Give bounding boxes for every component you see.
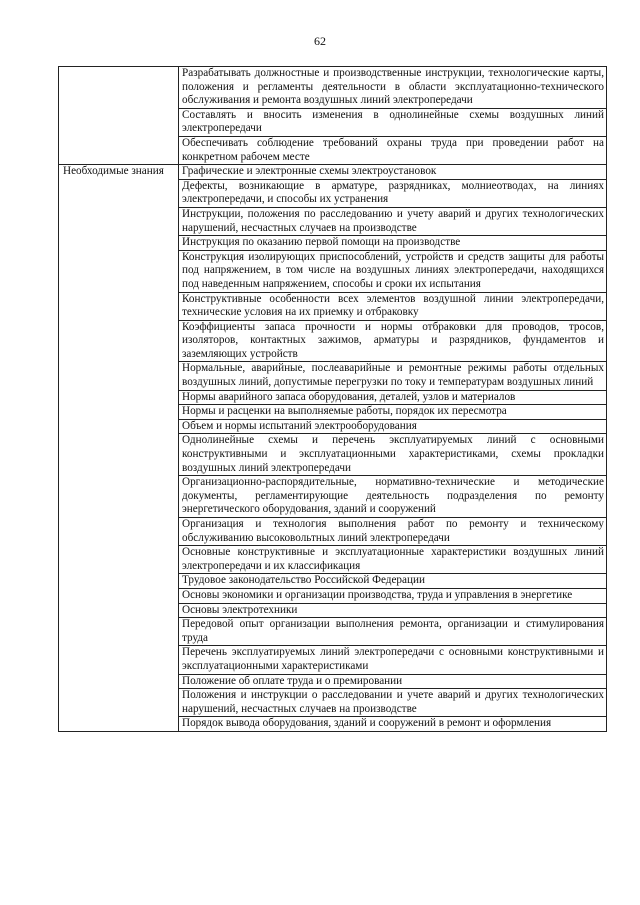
knowledge-text: Нормы аварийного запаса оборудования, деталей, узлов и материалов — [179, 390, 607, 405]
knowledge-text: Организация и технология выполнения работ по ремонту и техническому обслуживанию высоковольтных линий электропередачи — [179, 518, 607, 546]
knowledge-text: Конструкция изолирующих приспособлений, устройств и средств защиты для работы под напряжением, в том числе на воздушных линиях электропередачи, находящихся под наведенным напряжением, способы и сроки их испытания — [179, 250, 607, 292]
knowledge-text: Нормы и расценки на выполняемые работы, порядок их пересмотра — [179, 405, 607, 420]
ability-text: Обеспечивать соблюдение требований охраны труда при проведении работ на конкретном рабочем месте — [179, 136, 607, 164]
ability-text: Составлять и вносить изменения в однолинейные схемы воздушных линий электропередачи — [179, 108, 607, 136]
knowledge-text: Дефекты, возникающие в арматуре, разрядниках, молниеотводах, на линиях электропередачи, и способы их устранения — [179, 179, 607, 207]
knowledge-text: Инструкция по оказанию первой помощи на производстве — [179, 236, 607, 251]
knowledge-text: Основные конструктивные и эксплуатационные характеристики воздушных линий электропередачи и их классификация — [179, 546, 607, 574]
knowledge-text: Объем и нормы испытаний электрооборудования — [179, 419, 607, 434]
page-number: 62 — [314, 34, 326, 48]
knowledge-text: Порядок вывода оборудования, зданий и сооружений в ремонт и оформления — [179, 717, 607, 732]
knowledge-text: Коэффициенты запаса прочности и нормы отбраковки для проводов, тросов, изоляторов, контактных зажимов, арматуры и разрядников, фундаментов и заземляющих устройств — [179, 320, 607, 362]
knowledge-text: Однолинейные схемы и перечень эксплуатируемых линий с основными конструктивными и эксплуатационными характеристиками, схемы прокладки воздушных линий электропередачи — [179, 434, 607, 476]
qualification-table — [58, 66, 607, 732]
knowledge-text: Графические и электронные схемы электроустановок — [179, 165, 607, 180]
knowledge-text: Положения и инструкции о расследовании и учете аварий и других технологических нарушений, несчастных случаев на производстве — [179, 689, 607, 717]
knowledge-text: Передовой опыт организации выполнения ремонта, организации и стимулирования труда — [179, 618, 607, 646]
knowledge-text: Инструкции, положения по расследованию и учету аварий и других технологических нарушений, несчастных случаев на производстве — [179, 207, 607, 235]
knowledge-row — [59, 165, 607, 180]
ability-text: Разрабатывать должностные и производственные инструкции, технологические карты, положения и регламенты деятельности в области эксплуатационно-технического обслуживания и ремонта воздушных линий электропередачи — [179, 67, 607, 109]
knowledge-text: Основы экономики и организации производства, труда и управления в энергетике — [179, 588, 607, 603]
knowledge-text: Перечень эксплуатируемых линий электропередачи с основными конструктивными и эксплуатационными характеристиками — [179, 646, 607, 674]
knowledge-text: Организационно-распорядительные, нормативно-технические и методические документы, регламентирующие деятельность подразделения по ремонту энергетического оборудования, зданий и сооружений — [179, 476, 607, 518]
knowledge-text: Нормальные, аварийные, послеаварийные и ремонтные режимы работы отдельных воздушных линий, допустимые перегрузки по току и температурам воздушных линий — [179, 362, 607, 390]
knowledge-text: Конструктивные особенности всех элементов воздушной линии электропередачи, технические условия на их приемку и отбраковку — [179, 292, 607, 320]
abilities-label-cell — [59, 67, 179, 165]
knowledge-text: Основы электротехники — [179, 603, 607, 618]
ability-row — [59, 67, 607, 109]
knowledge-text: Трудовое законодательство Российской Федерации — [179, 574, 607, 589]
knowledge-text: Положение об оплате труда и о премировании — [179, 674, 607, 689]
knowledge-label: Необходимые знания — [59, 165, 179, 732]
